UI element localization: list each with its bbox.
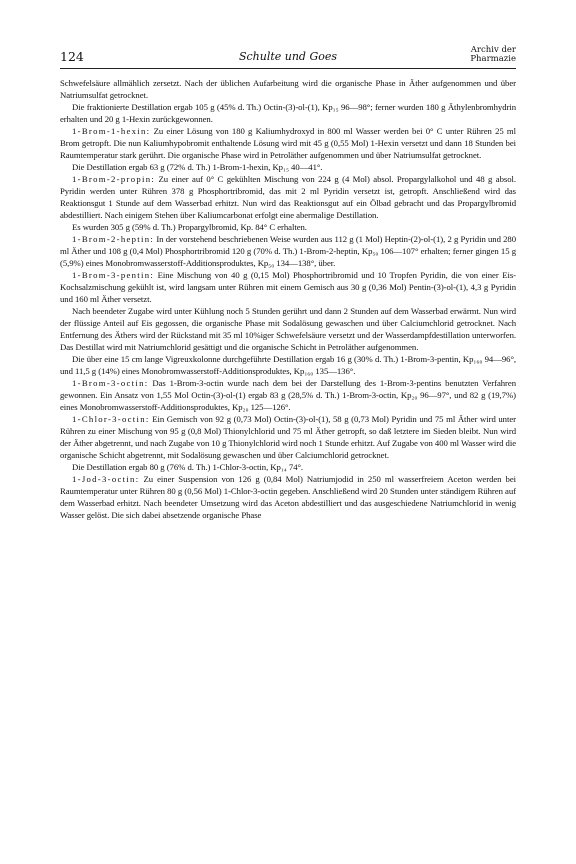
paragraph: Die Destillation ergab 63 g (72% d. Th.) 1-Brom-1-hexin, Kp₁₅ 40—41°. bbox=[72, 162, 323, 172]
procedure-paragraph: 1-Chlor-3-octin: Ein Gemisch von 92 g (0,73 Mol) Octin-(3)-ol-(1), 58 g (0,73 Mol) Pyridin und 75 ml Äther wird unter Rühren zu einer Mischung von 95 g (0,8 Mol) Thionylchlorid und 75 ml Äther getropft, so daß letztere im Sieden bleibt. Nun wird der Äther abgetrennt, und nach Zugabe von 10 g Thionylchlorid wird noch 1 Stunde erhitzt. Auf Zugabe von 400 ml Wasser wird die organische Schicht abgetrennt, mit Sodalösung gewaschen und über Calciumchlorid getrocknet. bbox=[60, 414, 516, 460]
compound-heading: 1-Chlor-3-octin: bbox=[72, 414, 150, 424]
compound-heading: 1-Brom-2-heptin: bbox=[72, 234, 155, 244]
paragraph: Nach beendeter Zugabe wird unter Kühlung noch 5 Stunden gerührt und dann 2 Stunden auf dem Wasserbad erwärmt. Nun wird der flüssige Anteil auf Eis gegossen, die organische Phase mit Sodalösung gewaschen und über Calciumchlorid getrocknet. Nach Entfernung des Äthers wird der Rückstand mit 35 ml 10%iger Schwefelsäure versetzt und der Wasserdampfdestillation unterworfen. Das Destillat wird mit Natriumchlorid gesättigt und die organische Schicht in Petroläther aufgenommen. bbox=[60, 306, 516, 352]
procedure-paragraph: 1-Brom-3-octin: Das 1-Brom-3-octin wurde nach dem bei der Darstellung des 1-Brom-3-pentins benutzten Verfahren gewonnen. Ein Ansatz von 1,55 Mol Octin-(3)-ol-(1) ergab 83 g (28,5% d. Th.) 1-Brom-3-octin, Kp₂₀ 96—97°, und 82 g (19,7%) eines Monobromwasserstoff-Additionsproduktes, Kp₂₀ 125—126°. bbox=[60, 378, 516, 412]
body-text bbox=[60, 77, 516, 521]
compound-heading: 1-Jod-3-octin: bbox=[72, 474, 140, 484]
compound-heading: 1-Brom-2-propin: bbox=[72, 174, 156, 184]
paragraph: Die Destillation ergab 80 g (76% d. Th.) 1-Chlor-3-octin, Kp₁₄ 74°. bbox=[72, 462, 304, 472]
compound-heading: 1-Brom-1-hexin: bbox=[72, 126, 151, 136]
running-authors: Schulte und Goes bbox=[238, 50, 338, 63]
journal-name-line-2: Pharmazie bbox=[470, 54, 516, 64]
procedure-paragraph: 1-Jod-3-octin: Zu einer Suspension von 126 g (0,84 Mol) Natriumjodid in 250 ml wasserfreiem Aceton werden bei Raumtemperatur unter Rühren 80 g (0,56 Mol) 1-Chlor-3-octin gegeben. Anschließend wird 20 Stunden unter ständigem Rühren auf dem Wasserbad erhitzt. Nach beendeter Umsetzung wird das Aceton abdestilliert und das ausgeschiedene Natriumchlorid in wenig Wasser gelöst. Die sich dabei absetzende organische Phase bbox=[60, 474, 516, 520]
paragraph: Es wurden 305 g (59% d. Th.) Propargylbromid, Kp. 84° C erhalten. bbox=[72, 222, 307, 232]
compound-heading: 1-Brom-3-octin: bbox=[72, 378, 149, 388]
procedure-paragraph: 1-Brom-3-pentin: Eine Mischung von 40 g (0,15 Mol) Phosphortribromid und 10 Tropfen Pyridin, die von einer Eis-Kochsalzmischung gekühlt ist, wird langsam unter Rühren mit einem Gemisch aus 30 g (0,36 Mol) Pentin-(3)-ol-(1), 4,3 g Pyridin und 160 ml Äther versetzt. bbox=[60, 270, 516, 304]
journal-name-line-1: Archiv der bbox=[470, 45, 516, 55]
journal-name bbox=[470, 46, 516, 64]
procedure-paragraph: 1-Brom-2-heptin: In der vorstehend beschriebenen Weise wurden aus 112 g (1 Mol) Heptin-(2)-ol-(1), 2 g Pyridin und 280 ml Äther und 108 g (0,4 Mol) Phosphortribromid 120 g (70% d. Th.) 1-Brom-2-heptin, Kp₅₀ 106—107° erhalten; ferner gingen 15 g (5,9%) eines Monobromwasserstoff-Additionsproduktes, Kp₅₀ 134—138°, über. bbox=[60, 234, 516, 268]
paragraph: Schwefelsäure allmählich zersetzt. Nach der üblichen Aufarbeitung wird die organische Phase in Äther aufgenommen und über Natriumsulfat getrocknet. bbox=[60, 78, 516, 100]
paragraph: Die fraktionierte Destillation ergab 105 g (45% d. Th.) Octin-(3)-ol-(1), Kp₁₅ 96—98°; ferner wurden 180 g Äthylenbromhydrin erhalten und 20 g 1-Hexin zurückgewonnen. bbox=[60, 102, 516, 124]
running-header bbox=[60, 46, 516, 69]
paragraph: Die über eine 15 cm lange Vigreuxkolonne durchgeführte Destillation ergab 16 g (30% d. Th.) 1-Brom-3-pentin, Kp₁₆₀ 94—96°, und 11,5 g (14%) eines Monobromwasserstoff-Additionsproduktes, Kp₁₆₀ 135—136°. bbox=[60, 354, 516, 376]
procedure-paragraph: 1-Brom-2-propin: Zu einer auf 0° C gekühlten Mischung von 224 g (4 Mol) absol. Propargylalkohol und 48 g absol. Pyridin werden unter Rühren 378 g Phosphortribromid, das mit 2 ml Pyridin versetzt ist, getropft. Anschließend wird das Reaktionsgut 1 Stunde auf dem Wasserbad erhitzt. Nun wird das Reaktionsgut auf ein Ölbad gebracht und das Propargylbromid abdestilliert. Nach einigem Stehen über Kaliumcarbonat erfolgt eine abermalige Destillation. bbox=[60, 174, 516, 220]
page-number: 124 bbox=[60, 49, 84, 64]
compound-heading: 1-Brom-3-pentin: bbox=[72, 270, 155, 280]
procedure-paragraph: 1-Brom-1-hexin: Zu einer Lösung von 180 g Kaliumhydroxyd in 800 ml Wasser werden bei 0° C unter Rühren 25 ml Brom getropft. Die nun Kaliumhypobromit enthaltende Lösung wird mit 45 g (0,55 Mol) 1-Hexin versetzt und dann 18 Stunden bei Raumtemperatur stark gerührt. Die organische Phase wird in Petroläther aufgenommen und über Natriumsulfat getrocknet. bbox=[60, 126, 516, 160]
